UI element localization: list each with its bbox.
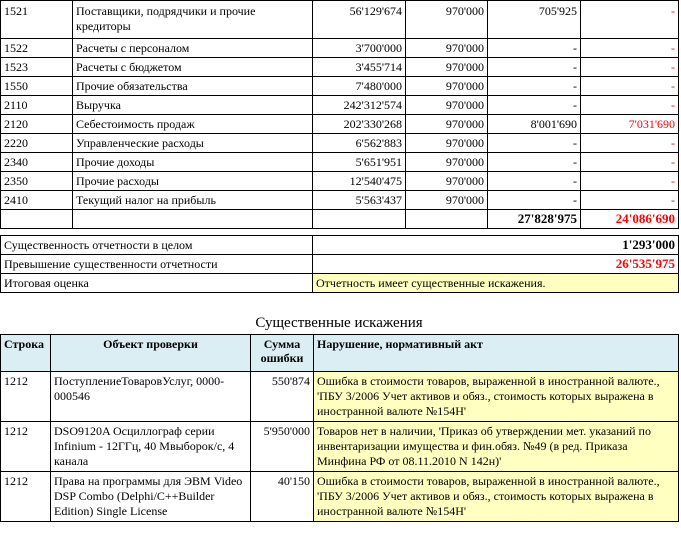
account-code: 2410: [1, 191, 73, 210]
account-name: Себестоимость продаж: [73, 115, 313, 134]
issue-row: [1, 472, 679, 522]
account-threshold: 970'000: [406, 39, 488, 58]
account-row: [1, 191, 679, 210]
issue-row-code: 1212: [1, 422, 51, 472]
account-code: 2110: [1, 96, 73, 115]
account-deviation: -: [488, 153, 581, 172]
account-row: [1, 115, 679, 134]
account-amount: 56'129'674: [313, 1, 406, 39]
account-name: Текущий налог на прибыль: [73, 191, 313, 210]
issue-object: Права на программы для ЭВМ Video DSP Combo (Delphi/C++Builder Edition) Single License: [51, 472, 251, 522]
header-sum-col: Сумма ошибки: [251, 335, 314, 372]
materiality-row: [1, 236, 679, 255]
account-deviation: -: [488, 58, 581, 77]
account-deviation: -: [488, 39, 581, 58]
account-excess: -: [581, 153, 679, 172]
account-deviation: -: [488, 96, 581, 115]
account-excess: -: [581, 77, 679, 96]
account-deviation: 705'925: [488, 1, 581, 39]
accounts-table: [0, 0, 679, 229]
header-violation-col: Нарушение, нормативный акт: [314, 335, 679, 372]
account-excess: 7'031'690: [581, 115, 679, 134]
account-name: Поставщики, подрядчики и прочие кредиторы: [73, 1, 313, 39]
account-row: [1, 96, 679, 115]
excess-value: 26'535'975: [313, 255, 679, 274]
issues-title: Существенные искажения: [255, 315, 423, 331]
account-name: Выручка: [73, 96, 313, 115]
account-threshold: 970'000: [406, 172, 488, 191]
account-excess: -: [581, 96, 679, 115]
account-amount: 202'330'268: [313, 115, 406, 134]
issue-sum: 5'950'000: [251, 422, 314, 472]
final-value: Отчетность имеет существенные искажения.: [313, 274, 679, 293]
account-amount: 242'312'574: [313, 96, 406, 115]
issue-row-code: 1212: [1, 472, 51, 522]
account-deviation: 8'001'690: [488, 115, 581, 134]
excess-row: [1, 255, 679, 274]
account-code: 2120: [1, 115, 73, 134]
account-threshold: 970'000: [406, 1, 488, 39]
account-threshold: 970'000: [406, 191, 488, 210]
issue-sum: 550'874: [251, 372, 314, 422]
account-amount: 3'700'000: [313, 39, 406, 58]
account-name: Прочие обязательства: [73, 77, 313, 96]
total-deviation: 27'828'975: [488, 210, 581, 229]
account-name: Расчеты с персоналом: [73, 39, 313, 58]
account-code: 1522: [1, 39, 73, 58]
account-threshold: 970'000: [406, 58, 488, 77]
header-object-col: Объект проверки: [51, 335, 251, 372]
account-name: Прочие доходы: [73, 153, 313, 172]
account-row: [1, 58, 679, 77]
issue-violation: Ошибка в стоимости товаров, выраженной в иностранной валюте., 'ПБУ 3/2006 Учет активов и обяз., стоимость которых выражена в иностранной валюте №154Н': [314, 372, 679, 422]
account-amount: 5'563'437: [313, 191, 406, 210]
header-row-col: Строка: [1, 335, 51, 372]
account-excess: -: [581, 191, 679, 210]
final-row: [1, 274, 679, 293]
account-deviation: -: [488, 134, 581, 153]
account-amount: 5'651'951: [313, 153, 406, 172]
account-row: [1, 134, 679, 153]
account-excess: -: [581, 1, 679, 39]
account-amount: 6'562'883: [313, 134, 406, 153]
account-code: 2340: [1, 153, 73, 172]
materiality-label: Существенность отчетности в целом: [1, 236, 313, 255]
final-label: Итоговая оценка: [1, 274, 313, 293]
account-amount: 12'540'475: [313, 172, 406, 191]
account-row: [1, 39, 679, 58]
account-excess: -: [581, 134, 679, 153]
account-deviation: -: [488, 191, 581, 210]
account-code: 1523: [1, 58, 73, 77]
issue-object: ПоступлениеТоваровУслуг, 0000-000546: [51, 372, 251, 422]
account-deviation: -: [488, 172, 581, 191]
account-threshold: 970'000: [406, 153, 488, 172]
account-code: 2220: [1, 134, 73, 153]
account-amount: 3'455'714: [313, 58, 406, 77]
issues-header-row: [1, 335, 679, 372]
issues-table: [0, 334, 679, 522]
issue-object: DSO9120A Осциллограф серии Infinium - 12ГГц, 40 Мвыборок/с, 4 канала: [51, 422, 251, 472]
issue-row-code: 1212: [1, 372, 51, 422]
account-name: Расчеты с бюджетом: [73, 58, 313, 77]
account-row: [1, 172, 679, 191]
account-threshold: 970'000: [406, 96, 488, 115]
materiality-value: 1'293'000: [313, 236, 679, 255]
account-code: 2350: [1, 172, 73, 191]
account-excess: -: [581, 58, 679, 77]
summary-table: [0, 235, 679, 293]
excess-label: Превышение существенности отчетности: [1, 255, 313, 274]
issue-violation: Ошибка в стоимости товаров, выраженной в иностранной валюте., 'ПБУ 3/2006 Учет активов и обяз., стоимость которых выражена в иностранной валюте №154Н': [314, 472, 679, 522]
account-deviation: -: [488, 77, 581, 96]
account-row: [1, 1, 679, 39]
account-excess: -: [581, 39, 679, 58]
account-code: 1521: [1, 1, 73, 39]
account-row: [1, 153, 679, 172]
account-threshold: 970'000: [406, 115, 488, 134]
account-name: Управленческие расходы: [73, 134, 313, 153]
account-threshold: 970'000: [406, 77, 488, 96]
issue-row: [1, 422, 679, 472]
total-excess: 24'086'690: [581, 210, 679, 229]
accounts-total-row: [1, 210, 679, 229]
account-threshold: 970'000: [406, 134, 488, 153]
account-row: [1, 77, 679, 96]
issue-violation: Товаров нет в наличии, 'Приказ об утверждении мет. указаний по инвентаризации имущества и фин.обяз. №49 (в ред. Приказа Минфина РФ от 08.11.2010 N 142н)': [314, 422, 679, 472]
issue-sum: 40'150: [251, 472, 314, 522]
account-amount: 7'480'000: [313, 77, 406, 96]
account-code: 1550: [1, 77, 73, 96]
account-name: Прочие расходы: [73, 172, 313, 191]
issue-row: [1, 372, 679, 422]
account-excess: -: [581, 172, 679, 191]
